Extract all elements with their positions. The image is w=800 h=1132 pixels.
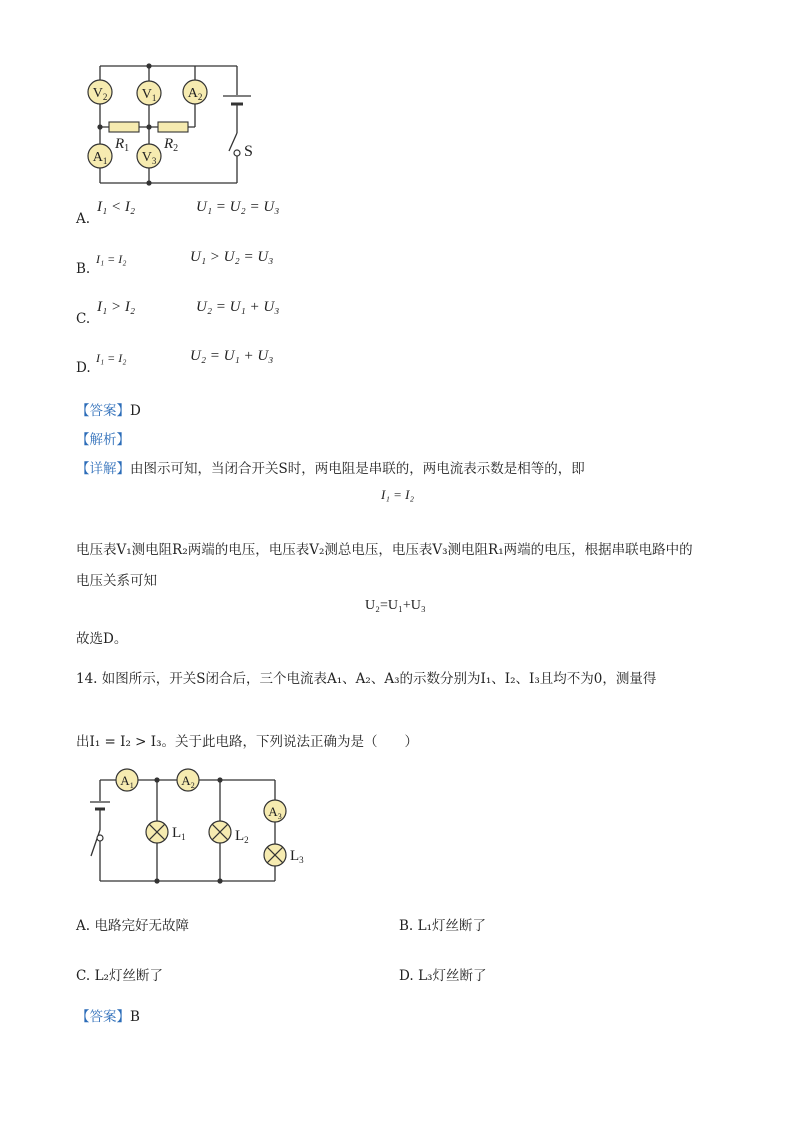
resistor-r1: [109, 122, 139, 132]
resistor-r2: [158, 122, 188, 132]
option-text: L₂灯丝断了: [94, 968, 163, 984]
equation-2: U₂=U₁+U₃: [365, 598, 426, 613]
svg-text:V3: $V_3$: [141, 150, 157, 166]
q13-option-c-letter: C.: [76, 311, 91, 327]
option-letter: B.: [399, 918, 414, 934]
q14-option-c: [76, 964, 163, 984]
q14-stem-line-1: 14. 如图所示，开关S闭合后，三个电流表A₁、A₂、A₃的示数分别为I₁、I₂、I₃且均不为0，测量得: [76, 671, 657, 687]
option-text: 电路完好无故障: [94, 918, 189, 934]
lamp-l1: [146, 821, 168, 843]
detail-line-1: [76, 457, 585, 477]
option-letter: A.: [76, 918, 91, 934]
circuit-diagram-2: [80, 768, 320, 890]
label-switch: S: [244, 143, 253, 160]
ammeter-a2: [177, 769, 199, 791]
svg-text:A1: $A_1$: [120, 773, 134, 790]
q13-option-a-voltage: U₁ = U₂ = U₃: [196, 199, 280, 215]
q13-option-d-current: I₁ = I₂: [96, 351, 127, 365]
equation-1: I₁ = I₂: [381, 487, 414, 502]
lamp-l3: [264, 844, 286, 866]
ammeter-a1: [116, 769, 138, 791]
label-r2: $R_2$: [164, 136, 179, 154]
q13-option-b-current: I₁ = I₂: [96, 252, 127, 266]
svg-text:A1: $A_1$: [92, 150, 108, 166]
detail-text-3: 电压关系可知: [76, 573, 157, 589]
svg-text:A3: $A_3$: [268, 804, 282, 821]
q13-option-c-current: I₁ > I₂: [97, 299, 136, 315]
q13-option-b-voltage: U₁ > U₂ = U₃: [190, 249, 274, 265]
q14-stem-line-2: 出I₁ = I₂ > I₃。关于此电路，下列说法正确为是（ ）: [76, 734, 419, 750]
q13-option-d-voltage: U₂ = U₁ + U₃: [190, 348, 274, 364]
q13-option-a-letter: A.: [76, 211, 91, 227]
q14-option-a: [76, 914, 189, 934]
label-l2: $L_2$: [235, 828, 249, 845]
option-letter: D.: [399, 968, 414, 984]
detail-tag: 【详解】: [76, 461, 130, 477]
ammeter-a1: [88, 144, 112, 168]
label-r1: $R_1$: [115, 136, 130, 154]
q14-option-d: [399, 964, 486, 984]
answer-tag: 【答案】: [76, 403, 130, 419]
circuit-diagram-1: [80, 55, 280, 190]
q14-option-b: [399, 914, 486, 934]
analysis-tag: 【解析】: [76, 432, 130, 448]
detail-text-1: 由图示可知，当闭合开关S时，两电阻是串联的，两电流表示数是相等的，即: [130, 461, 585, 477]
answer-value: D: [130, 403, 141, 419]
q13-option-d-letter: D.: [76, 360, 91, 376]
q13-option-a-current: I₁ < I₂: [97, 199, 136, 215]
voltmeter-v1: [137, 81, 161, 105]
q13-option-c-voltage: U₂ = U₁ + U₃: [196, 299, 280, 315]
lamp-l2: [209, 821, 231, 843]
q14-answer: [76, 1005, 140, 1025]
detail-text-2: 电压表V₁测电阻R₂两端的电压，电压表V₂测总电压，电压表V₃测电阻R₁两端的电压，根据串联电路中的: [76, 542, 693, 558]
svg-text:A2: $A_2$: [187, 86, 203, 102]
svg-text:V2: $V_2$: [92, 86, 108, 102]
answer-value: B: [130, 1009, 140, 1025]
option-text: L₃灯丝断了: [418, 968, 487, 984]
label-l1: $L_1$: [172, 825, 186, 842]
option-text: L₁灯丝断了: [417, 918, 487, 934]
q13-answer: [76, 399, 141, 419]
ammeter-a2: [183, 80, 207, 104]
q13-option-b-letter: B.: [76, 261, 91, 277]
svg-text:A2: $A_2$: [181, 773, 195, 790]
ammeter-a3: [264, 800, 286, 822]
voltmeter-v2: [88, 80, 112, 104]
label-l3: $L_3$: [290, 848, 304, 865]
svg-text:V1: $V_1$: [141, 87, 157, 103]
answer-tag: 【答案】: [76, 1009, 130, 1025]
detail-text-4: 故选D。: [76, 631, 128, 647]
voltmeter-v3: [137, 144, 161, 168]
option-letter: C.: [76, 968, 91, 984]
